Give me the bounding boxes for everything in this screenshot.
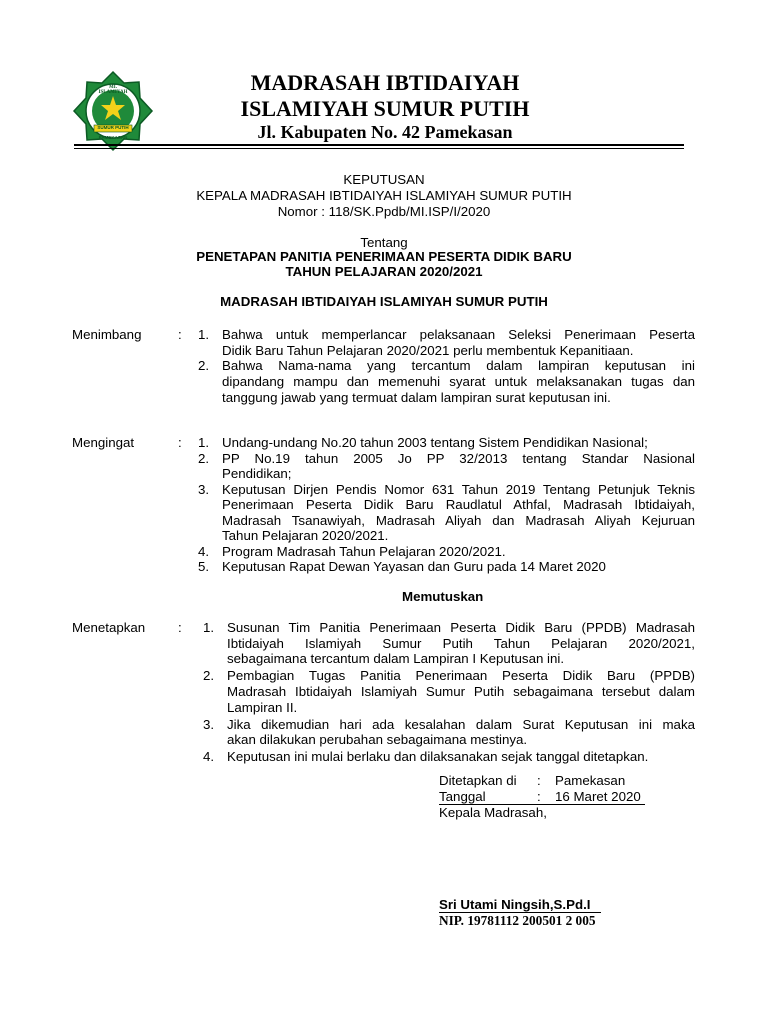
doc-number: Nomor : 118/SK.Ppdb/MI.ISP/I/2020: [277, 204, 491, 219]
doc-issuer: MADRASAH IBTIDAIYAH ISLAMIYAH SUMUR PUTIH: [220, 294, 548, 309]
menimbang-colon: :: [178, 327, 182, 342]
mengingat-item-number: 3.: [198, 481, 210, 497]
mengingat-item-line: Keputusan Dirjen Pendis Nomor 631 Tahun 2019 Tentang Petunjuk Teknis: [222, 481, 695, 497]
tanggal-value: 16 Maret 2020: [555, 789, 641, 804]
mengingat-item-line: Penerimaan Peserta Didik Baru Raudlatul Athfal, Madrasah Ibtidaiyah,: [222, 497, 695, 513]
menetapkan-item-number: 3.: [203, 716, 215, 732]
menimbang-item-line: Bahwa untuk memperlancar pelaksanaan Seleksi Penerimaan Peserta: [222, 327, 695, 342]
mengingat-item-line: PP No.19 tahun 2005 Jo PP 32/2013 tentang Standar Nasional: [222, 450, 695, 466]
tanggal-colon: :: [537, 789, 541, 804]
menetapkan-item-line: akan dilakukan perubahan sebagaimana mestinya.: [227, 732, 528, 748]
mengingat-colon: :: [178, 435, 182, 450]
signatory-nip: NIP. 19781112 200501 2 005: [439, 913, 596, 928]
mengingat-item-line: Tahun Pelajaran 2020/2021.: [222, 527, 389, 543]
menimbang-item-line: tanggung jawab yang termuat dalam lampiran surat keputusan ini.: [222, 389, 611, 405]
menimbang-label: Menimbang: [72, 327, 142, 342]
school-name-line1: MADRASAH IBTIDAIYAH: [250, 70, 520, 95]
school-name-line2: ISLAMIYAH SUMUR PUTIH: [240, 96, 530, 121]
menimbang-item-line: Bahwa Nama-nama yang tercantum dalam lampiran keputusan ini: [222, 358, 695, 374]
menetapkan-label: Menetapkan: [72, 620, 146, 635]
logo-text-top: MI. ISLAMIYAH: [98, 85, 128, 95]
menetapkan-item-line: Madrasah Ibtidaiyah Islamiyah Sumur Putih sebagaimana tersebut dalam: [227, 683, 695, 699]
mengingat-item-line: Madrasah Tsanawiyah, Madrasah Aliyah dan Madrasah Aliyah Kejuruan: [222, 512, 695, 528]
menimbang-item-number: 2.: [198, 358, 210, 374]
mengingat-item-number: 2.: [198, 450, 210, 466]
school-address: Jl. Kabupaten No. 42 Pamekasan: [257, 122, 513, 142]
ditetapkan-label: Ditetapkan di: [439, 773, 517, 788]
mengingat-item-line: Undang-undang No.20 tahun 2003 tentang Sistem Pendidikan Nasional;: [222, 435, 648, 450]
ditetapkan-value: Pamekasan: [555, 773, 626, 788]
menetapkan-colon: :: [178, 620, 182, 635]
letterhead-rule-thick: [74, 144, 684, 146]
mengingat-item-line: Program Madrasah Tahun Pelajaran 2020/2021.: [222, 543, 506, 559]
doc-subject-line1: PENETAPAN PANITIA PENERIMAAN PESERTA DIDIK BARU: [196, 249, 572, 264]
letterhead-rule-thin: [74, 148, 684, 149]
menetapkan-item-number: 4.: [203, 749, 215, 765]
menimbang-item-line: dipandang mampu dan memenuhi syarat untuk melaksanakan tugas dan: [222, 374, 695, 390]
menetapkan-item-line: Susunan Tim Panitia Penerimaan Peserta Didik Baru (PPDB) Madrasah: [227, 620, 695, 635]
menetapkan-item-number: 1.: [203, 620, 215, 635]
doc-title: KEPUTUSAN: [343, 172, 425, 187]
tentang-label: Tentang: [360, 235, 408, 250]
mengingat-item-number: 4.: [198, 543, 210, 559]
menetapkan-item-line: Jika dikemudian hari ada kesalahan dalam Surat Keputusan ini maka: [227, 716, 695, 732]
signatory-name: Sri Utami Ningsih,S.Pd.I: [439, 897, 591, 912]
logo-banner-text: SUMUR PUTIH: [97, 125, 129, 130]
menetapkan-item-line: Ibtidaiyah Islamiyah Sumur Putih Tahun Pelajaran 2020/2021,: [227, 635, 695, 651]
mengingat-item-line: Keputusan Rapat Dewan Yayasan dan Guru pada 14 Maret 2020: [222, 559, 606, 575]
logo-text-bottom: PAMEKASAN: [98, 135, 128, 140]
menetapkan-item-line: Lampiran II.: [227, 699, 298, 715]
doc-issuer-heading: KEPALA MADRASAH IBTIDAIYAH ISLAMIYAH SUMUR PUTIH: [196, 188, 572, 203]
menimbang-item-number: 1.: [198, 327, 210, 342]
signatory-role: Kepala Madrasah,: [439, 805, 547, 820]
menimbang-item-line: Didik Baru Tahun Pelajaran 2020/2021 perlu membentuk Kepanitiaan.: [222, 342, 634, 358]
mengingat-label: Mengingat: [72, 435, 135, 450]
mengingat-item-number: 5.: [198, 559, 210, 575]
menetapkan-item-line: Keputusan ini mulai berlaku dan dilaksanakan sejak tanggal ditetapkan.: [227, 749, 649, 765]
menetapkan-item-line: sebagaimana tercantum dalam Lampiran I Keputusan ini.: [227, 651, 565, 667]
ditetapkan-colon: :: [537, 773, 541, 788]
school-logo: [72, 70, 154, 152]
tanggal-label: Tanggal: [439, 789, 486, 804]
mengingat-item-number: 1.: [198, 435, 210, 450]
menetapkan-item-line: Pembagian Tugas Panitia Penerimaan Peserta Didik Baru (PPDB): [227, 668, 695, 684]
menetapkan-item-number: 2.: [203, 668, 215, 684]
doc-subject-line2: TAHUN PELAJARAN 2020/2021: [285, 264, 483, 279]
mengingat-item-line: Pendidikan;: [222, 466, 292, 482]
memutuskan-heading: Memutuskan: [402, 589, 484, 604]
